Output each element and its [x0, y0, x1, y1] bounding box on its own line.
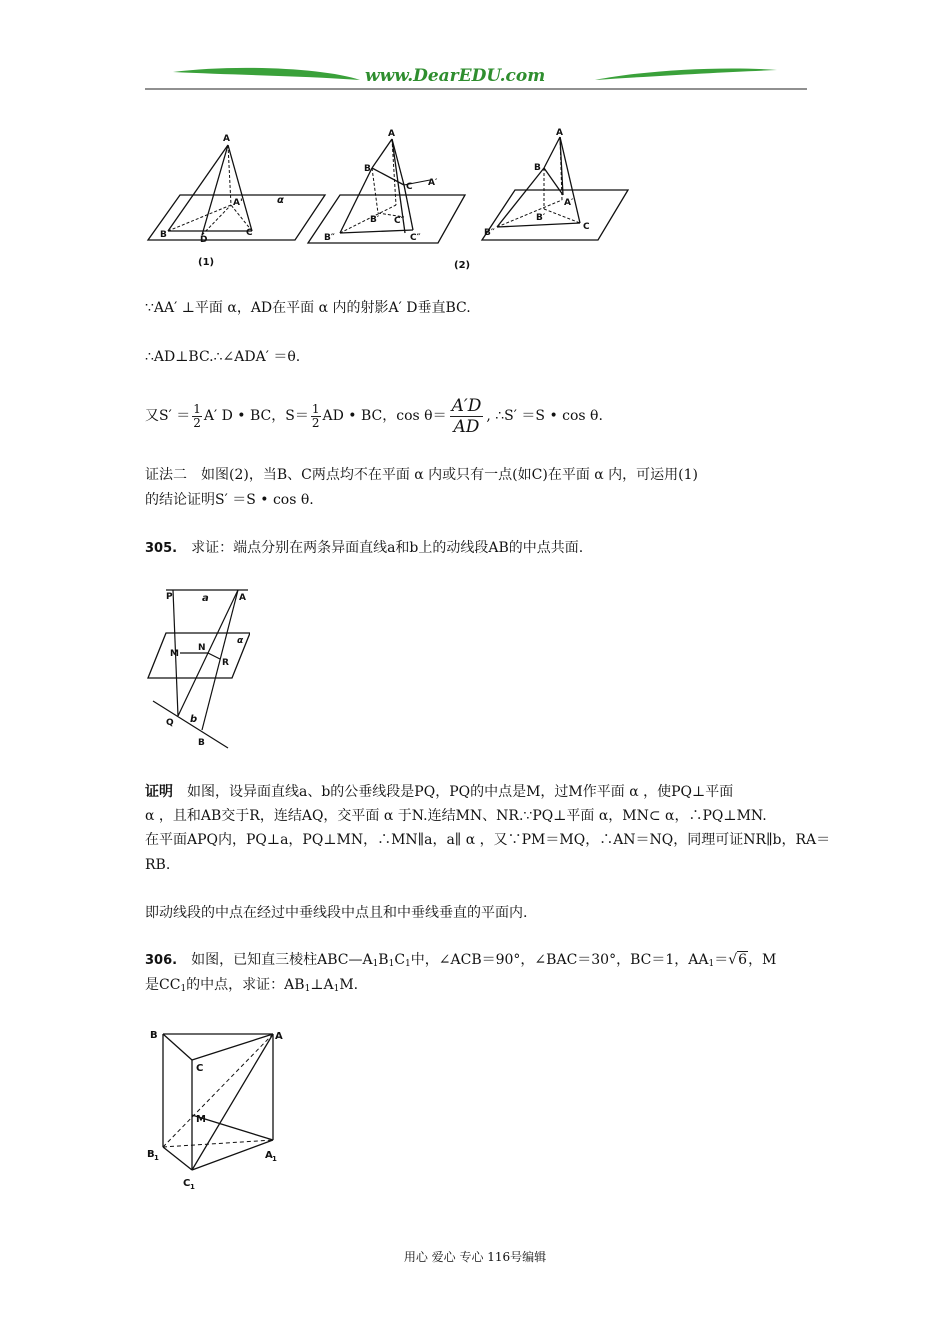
fraction-half-2: $\frac{1}{2}$: [311, 401, 320, 430]
svg-text:A′: A′: [564, 198, 574, 208]
svg-text:B″: B″: [484, 228, 495, 238]
svg-text:R: R: [222, 658, 229, 668]
svg-text:N: N: [198, 643, 206, 653]
svg-text:B: B: [364, 164, 371, 174]
svg-text:C: C: [196, 1063, 204, 1074]
text-line-1: ∵AA′ ⊥平面 α，AD在平面 α 内的射影A′ D垂直BC.: [145, 300, 471, 316]
svg-text:B: B: [534, 163, 541, 173]
site-name: www.DearEDU.com: [365, 66, 546, 86]
text-line-3: [145, 394, 603, 438]
svg-text:P: P: [166, 592, 173, 602]
svg-text:C: C: [183, 1178, 191, 1189]
proof-text-1: 如图，设异面直线a、b的公垂线段是PQ，PQ的中点是M，过M作平面 α ，使PQ⊥平面: [173, 784, 734, 800]
figure-2: [308, 129, 470, 271]
text-line-2: ∴AD⊥BC.∴∠ADA′ ＝θ.: [145, 349, 301, 365]
proof-line-2: α ，且和AB交于R，连结AQ，交平面 α 于N.连结MN、NR.∵PQ⊥平面 α，MN⊂ α，∴PQ⊥MN.: [145, 808, 767, 824]
problem-305: [145, 538, 583, 559]
svg-text:C: C: [406, 182, 413, 192]
figure-306: [140, 1022, 290, 1192]
proof-label: 证明: [145, 784, 173, 800]
l3-part-a: 又S′ ＝: [145, 408, 191, 424]
figure-305: [140, 583, 250, 753]
figure-1: [148, 134, 325, 268]
svg-text:B: B: [198, 738, 205, 748]
svg-text:C′: C′: [394, 216, 403, 226]
svg-text:(2): (2): [454, 260, 471, 271]
svg-text:B′: B′: [370, 215, 380, 225]
svg-text:C″: C″: [410, 233, 421, 243]
svg-text:A: A: [388, 129, 395, 139]
svg-text:A: A: [265, 1150, 273, 1161]
page-footer: 用心 爱心 专心 116号编辑: [403, 1250, 547, 1264]
proof-line-1: [145, 782, 733, 802]
proof-line-4: RB.: [145, 857, 171, 873]
svg-text:1: 1: [190, 1183, 195, 1191]
svg-text:C: C: [583, 222, 590, 232]
svg-text:B″: B″: [324, 233, 335, 243]
sqrt-symbol: √: [728, 952, 738, 968]
text-line-5: 的结论证明S′ ＝S • cos θ.: [145, 492, 314, 508]
svg-text:C: C: [246, 228, 253, 238]
fraction-cos: $\frac{A'D}{AD}$: [451, 395, 482, 437]
svg-text:α: α: [237, 636, 244, 646]
figure-3: [482, 128, 628, 240]
svg-text:A: A: [223, 134, 230, 144]
svg-text:(1): (1): [198, 257, 215, 268]
svg-text:A: A: [556, 128, 563, 138]
problem-number-305: 305.: [145, 541, 178, 556]
figure-projection-diagrams: [140, 125, 640, 275]
svg-text:1: 1: [272, 1155, 277, 1163]
l3-part-d: , ∴S′ ＝S • cos θ.: [486, 408, 603, 424]
svg-text:M: M: [196, 1114, 206, 1125]
svg-text:a: a: [202, 593, 209, 604]
problem-306-line-2: 是$CC_1$的中点，求证：$AB_1\perp A_1M$.: [145, 977, 359, 994]
svg-text:b: b: [190, 714, 198, 725]
sqrt-value: 6: [738, 952, 748, 968]
svg-text:B: B: [160, 230, 167, 240]
problem-number-306: 306.: [145, 953, 178, 968]
svg-text:B: B: [150, 1030, 158, 1041]
text-line-4: 证法二 如图(2)，当B、C两点均不在平面 α 内或只有一点(如C)在平面 α 内，可运用(1): [145, 467, 699, 483]
problem-306-line-1: 306. 如图，已知直三棱柱$ABC—A_1B_1C_1$中，∠ACB＝90°，∠BAC＝30°，BC＝1，$AA_1=√6$，M: [145, 952, 777, 969]
svg-text:α: α: [277, 195, 284, 206]
svg-text:A: A: [239, 593, 246, 603]
svg-text:B′: B′: [536, 213, 546, 223]
problem-305-text: 求证：端点分别在两条异面直线a和b上的动线段AB的中点共面.: [177, 540, 584, 556]
proof-line-3: 在平面APQ内，PQ⊥a，PQ⊥MN，∴MN∥a，a∥ α ，又∵PM＝MQ，∴AN＝NQ，同理可证NR∥b，RA＝: [145, 832, 831, 848]
fraction-half-1: $\frac{1}{2}$: [193, 401, 201, 430]
conclusion-line: 即动线段的中点在经过中垂线段中点且和中垂线垂直的平面内.: [145, 905, 528, 921]
svg-text:A': A': [233, 198, 243, 208]
l3-part-c: AD • BC，cos θ＝: [322, 408, 447, 424]
svg-text:B: B: [147, 1149, 155, 1160]
svg-text:M: M: [170, 649, 179, 659]
svg-text:A′: A′: [428, 178, 438, 188]
svg-text:D: D: [200, 235, 208, 245]
svg-text:A: A: [275, 1031, 283, 1042]
l3-part-b: A′ D • BC，S＝: [203, 408, 309, 424]
svg-text:Q: Q: [166, 718, 174, 728]
header-banner: [145, 60, 807, 94]
svg-text:1: 1: [154, 1154, 159, 1162]
